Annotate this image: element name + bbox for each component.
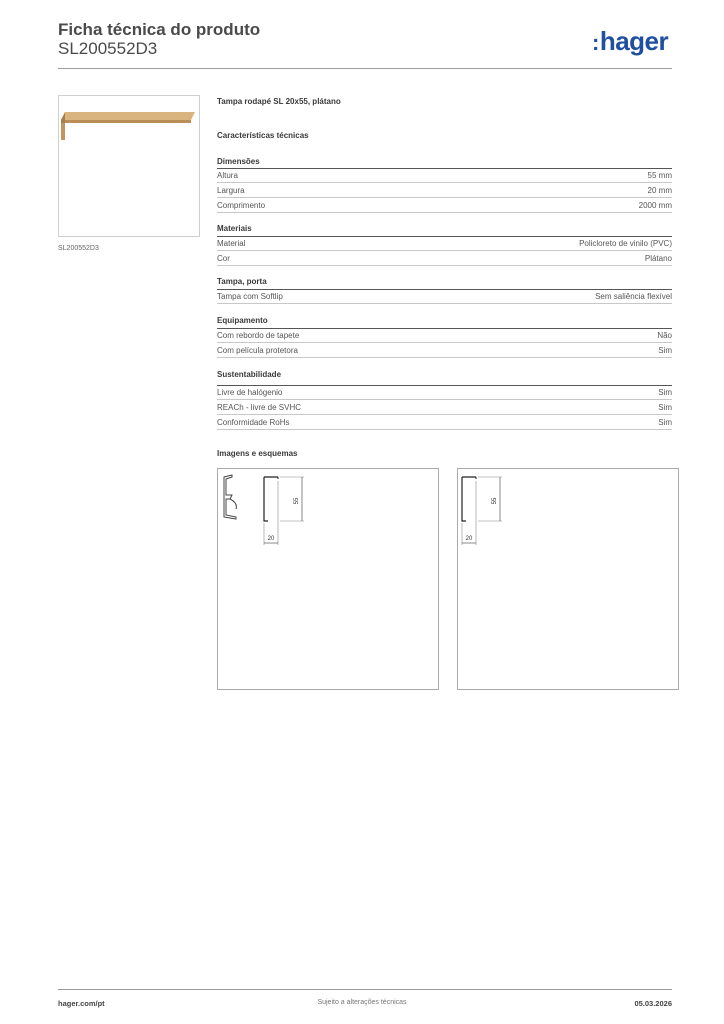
spec-row: [217, 252, 672, 266]
spec-label: Livre de halógenio: [217, 388, 283, 397]
characteristics-heading: Características técnicas: [217, 131, 309, 140]
spec-label: Altura: [217, 171, 238, 180]
spec-row: [217, 401, 672, 415]
document-title: Ficha técnica do produto: [58, 20, 261, 39]
spec-value: 55 mm: [647, 171, 672, 180]
spec-row: [217, 184, 672, 198]
spec-value: Não: [657, 331, 672, 340]
spec-row: [217, 344, 672, 358]
spec-label: Tampa com Softlip: [217, 292, 283, 301]
spec-label: Cor: [217, 254, 230, 263]
spec-row: [217, 416, 672, 430]
dimension-drawing: [458, 469, 678, 689]
hager-logo: :hager: [592, 26, 669, 56]
spec-value: Sim: [658, 403, 672, 412]
spec-label: Com rebordo de tapete: [217, 331, 300, 340]
technical-drawing-2: [457, 468, 679, 690]
spec-label: Material: [217, 239, 246, 248]
height-dimension-label: 55: [294, 497, 300, 505]
spec-row: [217, 290, 672, 304]
spec-row: [217, 169, 672, 183]
spec-row: [217, 237, 672, 251]
width-dimension-label: 20: [267, 536, 275, 542]
spec-value: Plátano: [644, 254, 672, 263]
footer-website-link[interactable]: hager.com/pt: [58, 999, 105, 1008]
footer-divider: [58, 989, 672, 990]
spec-value: 20 mm: [647, 186, 672, 195]
spec-value: Sem saliência flexível: [595, 292, 672, 301]
spec-value: Policloreto de vinilo (PVC): [579, 239, 672, 248]
images-heading: Imagens e esquemas: [217, 449, 298, 458]
dimension-drawing: [218, 469, 438, 689]
product-image-caption: SL200552D3: [58, 245, 99, 252]
spec-label: Largura: [217, 186, 245, 195]
spec-value: Sim: [658, 418, 672, 427]
spec-row: [217, 199, 672, 213]
spec-label: Conformidade RoHs: [217, 418, 290, 427]
spec-value: Sim: [658, 388, 672, 397]
section-title-sustainability: Sustentabilidade: [217, 370, 282, 379]
header-divider: [58, 68, 672, 69]
section-title-cover: Tampa, porta: [217, 277, 267, 286]
section-title-materials: Materiais: [217, 224, 252, 233]
spec-row: [217, 329, 672, 343]
technical-drawing-1: [217, 468, 439, 690]
section-title-dimensions: Dimensões: [217, 157, 260, 166]
spec-value: Sim: [658, 346, 672, 355]
spec-label: Com película protetora: [217, 346, 298, 355]
product-image: [58, 95, 200, 237]
height-dimension-label: 55: [492, 497, 498, 505]
section-title-equipment: Equipamento: [217, 316, 268, 325]
footer-notice: Sujeito a alterações técnicas: [317, 999, 407, 1006]
spec-value: 2000 mm: [638, 201, 672, 210]
skirting-cover-illustration: [59, 96, 199, 236]
width-dimension-label: 20: [465, 536, 473, 542]
footer-date: 05.03.2026: [634, 999, 672, 1008]
spec-row: [217, 386, 672, 400]
spec-label: REACh - livre de SVHC: [217, 403, 302, 412]
product-name: Tampa rodapé SL 20x55, plátano: [217, 97, 341, 106]
product-code: SL200552D3: [58, 39, 158, 58]
spec-label: Comprimento: [217, 201, 266, 210]
